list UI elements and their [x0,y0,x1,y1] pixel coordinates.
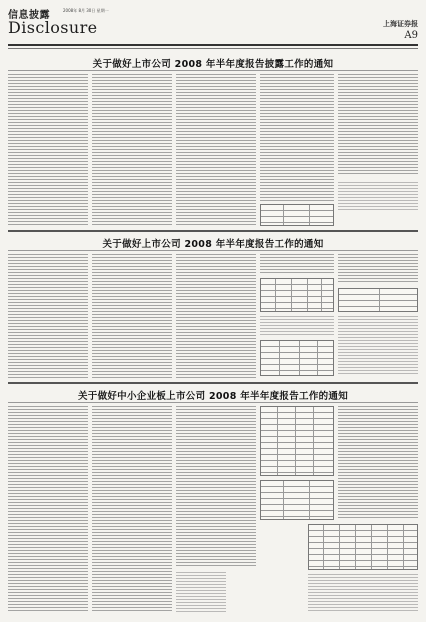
notice-title: 关于做好上市公司 2008 年半年度报告工作的通知 [102,239,324,250]
disclosure-table [260,204,334,226]
page-number: A9 [404,30,418,41]
body-text-column [176,254,256,380]
issue-date: 2008年 8月 30日 星期一 [63,8,109,13]
disclosure-table [308,524,418,570]
masthead-rule [8,44,418,46]
body-text-column [92,406,172,612]
title-rule [8,250,418,251]
body-text-column [92,254,172,380]
body-text-column [338,74,418,174]
body-text-column [176,572,226,612]
title-rule [8,402,418,403]
title-rule [8,70,418,71]
body-text-column [260,316,334,336]
disclosure-table [260,340,334,376]
section-name-en: Disclosure [8,18,98,37]
body-text-column [176,406,256,566]
body-text-column [260,254,334,274]
body-text-column [8,406,88,612]
body-text-column [176,74,256,226]
notice-title: 关于做好中小企业板上市公司 2008 年半年度报告工作的通知 [77,391,349,402]
body-text-column [338,182,418,210]
disclosure-table [338,288,418,312]
masthead-rule-thin [8,48,418,49]
disclosure-table [260,278,334,312]
notice-section-3 [8,384,418,616]
masthead [8,6,418,52]
body-text-column [338,406,418,520]
body-text-column [92,74,172,226]
notice-section-2 [8,232,418,384]
body-text-column [260,74,334,202]
section-name-cn: 信息披露 [8,10,50,21]
notice-section-1 [8,52,418,232]
notice-title: 关于做好上市公司 2008 年半年度报告披露工作的通知 [92,59,334,70]
body-text-column [308,574,418,612]
body-text-column [338,254,418,284]
disclosure-table [260,406,334,476]
newspaper-name: 上海证券报 [383,19,418,28]
body-text-column [338,316,418,376]
body-text-column [8,74,88,226]
disclosure-table [260,480,334,520]
body-text-column [8,254,88,380]
